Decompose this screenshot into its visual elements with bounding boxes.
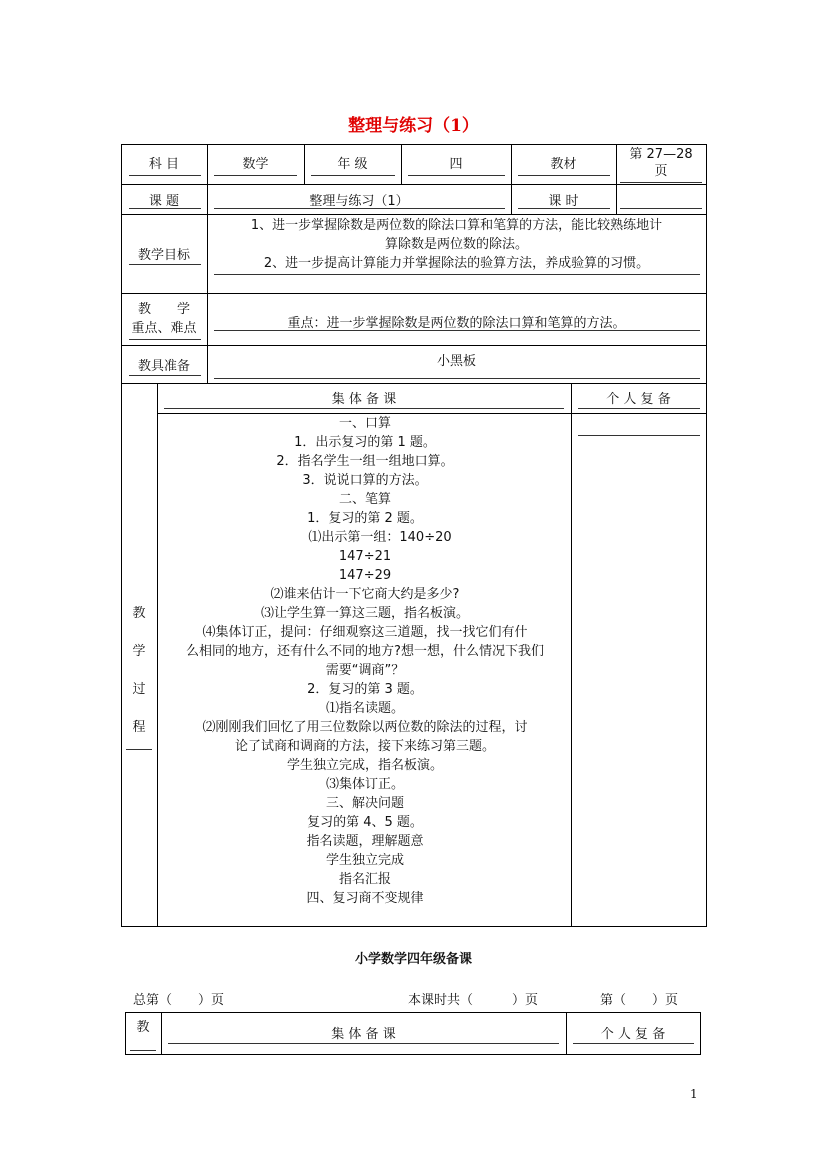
lesson-hours-field: 本课时共（ ）页 <box>408 993 539 1008</box>
process-line: 147÷21 <box>338 549 392 564</box>
process-line: ⑵刚刚我们回忆了用三位数除以两位数的除法的过程，讨 <box>202 720 528 735</box>
tools-text: 小黑板 <box>436 354 476 369</box>
process-label-char: 过 <box>132 682 146 697</box>
process-line: ⑵谁来估计一下它商大约是多少? <box>270 587 460 602</box>
keypoints-text: 重点：进一步掌握除数是两位数的除法口算和笔算的方法。 <box>287 316 626 331</box>
keypoints-label <box>121 300 207 338</box>
group-prep-header: 集 体 备 课 <box>331 392 397 407</box>
textbook-pages <box>616 146 706 180</box>
hours-label: 课 时 <box>548 194 579 209</box>
second-table-personal-header: 个 人 复 备 <box>600 1027 666 1042</box>
textbook-label: 教材 <box>550 157 577 172</box>
process-line: ⑷集体订正，提问：仔细观察这三道题，找一找它们有什 <box>202 625 528 640</box>
process-line: 一、口算 <box>338 416 391 431</box>
textbook-pages-unit: 页 <box>654 164 668 179</box>
process-label-char: 学 <box>132 644 146 659</box>
goal-line-1: 1、进一步掌握除数是两位数的除法口算和笔算的方法，能比较熟练地计 <box>250 218 663 233</box>
process-line: 四、复习商不变规律 <box>306 891 424 906</box>
process-line: 学生独立完成，指名板演。 <box>286 758 443 773</box>
process-line: 么相同的地方，还有什么不同的地方?想一想，什么情况下我们 <box>186 644 544 659</box>
goals-text <box>207 216 706 273</box>
subject-value: 数学 <box>242 157 269 172</box>
document-title: 整理与练习（1） <box>348 116 479 136</box>
process-line: 指名汇报 <box>338 872 391 887</box>
process-line: 3．说说口算的方法。 <box>302 473 428 488</box>
process-line: ⑶让学生算一算这三题，指名板演。 <box>260 606 469 621</box>
process-line: 指名读题，理解题意 <box>306 834 424 849</box>
topic-value: 整理与练习（1） <box>309 194 409 209</box>
process-line: 2．复习的第 3 题。 <box>307 682 423 697</box>
goal-line-3: 2、进一步提高计算能力并掌握除法的验算方法，养成验算的习惯。 <box>263 256 650 271</box>
process-label-char: 教 <box>132 606 146 621</box>
process-line: 复习的第 4、5 题。 <box>307 815 423 830</box>
grade-label: 年 级 <box>337 157 368 172</box>
goal-line-2: 算除数是两位数的除法。 <box>384 237 528 252</box>
process-line: ⑴指名读题。 <box>325 701 404 716</box>
process-line: 需要“调商”？ <box>325 663 405 678</box>
process-label <box>121 595 157 747</box>
process-line: 二、笔算 <box>338 492 391 507</box>
section-subtitle: 小学数学四年级备课 <box>354 952 472 967</box>
page-number: 1 <box>690 1087 698 1101</box>
second-table-group-header: 集 体 备 课 <box>331 1027 396 1042</box>
process-label-char: 程 <box>132 720 146 735</box>
grade-value: 四 <box>449 157 463 172</box>
process-line: 学生独立完成 <box>325 853 404 868</box>
topic-label: 课 题 <box>148 194 180 209</box>
process-line: 2．指名学生一组一组地口算。 <box>276 454 454 469</box>
total-page-field: 总第（ ）页 <box>133 993 225 1008</box>
process-line: 1．出示复习的第 1 题。 <box>294 435 436 450</box>
second-table-label: 教 <box>136 1020 150 1035</box>
process-line: ⑴出示第一组：140÷20 <box>308 530 452 545</box>
process-line: 三、解决问题 <box>325 796 404 811</box>
process-line: 1．复习的第 2 题。 <box>307 511 423 526</box>
keypoints-label-line2: 重点、难点 <box>131 321 197 336</box>
process-line: 147÷29 <box>338 568 392 583</box>
goals-label: 教学目标 <box>137 248 190 263</box>
personal-prep-header: 个 人 复 备 <box>606 392 671 407</box>
process-line: 论了试商和调商的方法，接下来练习第三题。 <box>234 739 495 754</box>
subject-label: 科 目 <box>148 157 180 172</box>
tools-label: 教具准备 <box>137 359 190 374</box>
page-field: 第（ ）页 <box>600 993 679 1008</box>
process-content <box>160 414 570 908</box>
process-line: ⑶集体订正。 <box>325 777 404 792</box>
textbook-pages-range: 第 27—28 <box>629 147 693 162</box>
keypoints-label-line1: 教 学 <box>137 302 190 317</box>
